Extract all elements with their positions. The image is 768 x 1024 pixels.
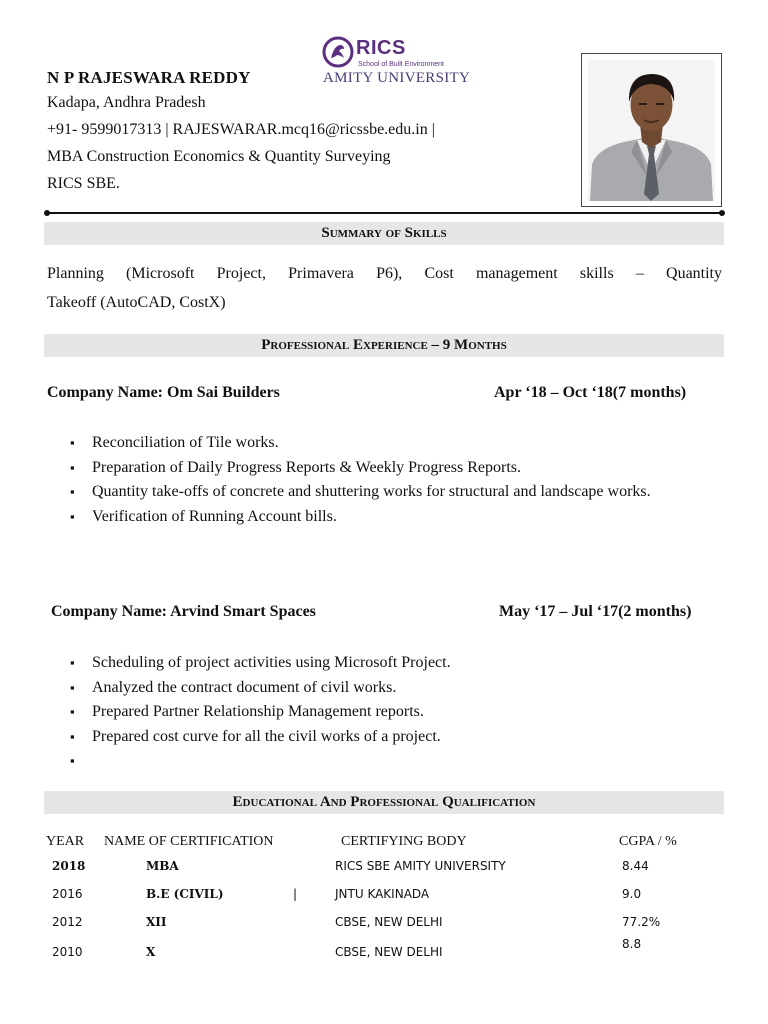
list-item: ▪ Analyzed the contract document of civil works. — [47, 676, 727, 701]
header-divider — [47, 212, 722, 214]
experience-heading: Professional Experience – 9 Months — [44, 334, 724, 357]
edu-score: 77.2% — [622, 915, 661, 929]
list-item: ▪ Prepared Partner Relationship Management reports. — [47, 700, 727, 725]
edu-score: 9.0 — [622, 887, 642, 901]
edu-body: CBSE, NEW DELHI — [335, 945, 443, 959]
edu-year: 2010 — [52, 945, 83, 959]
rule-dot-right — [719, 210, 725, 216]
logo-brand: RICS — [356, 37, 406, 59]
stray-divider: | — [293, 887, 298, 901]
portrait-image — [588, 60, 715, 201]
edu-body: RICS SBE AMITY UNIVERSITY — [335, 859, 506, 873]
job1-bullets — [47, 431, 727, 529]
list-item: ▪ Prepared cost curve for all the civil works of a project. — [47, 725, 727, 750]
list-item: ▪ Preparation of Daily Progress Reports & Weekly Progress Reports. — [47, 456, 727, 481]
col-score: CGPA / % — [619, 834, 677, 849]
location: Kadapa, Andhra Pradesh — [47, 94, 206, 111]
edu-cert: XII — [146, 915, 167, 929]
skills-text-line2: Takeoff (AutoCAD, CostX) — [47, 294, 226, 311]
contact-line: +91- 9599017313 | RAJESWARAR.mcq16@ricssbe.edu.in | — [47, 121, 435, 138]
job2-bullets — [47, 651, 727, 749]
edu-score: 8.44 — [622, 859, 649, 873]
skills-text — [47, 259, 722, 317]
edu-cert: B.E (CIVIL) — [146, 887, 224, 901]
list-item: ▪ Scheduling of project activities using Microsoft Project. — [47, 651, 727, 676]
col-certification: NAME OF CERTIFICATION — [104, 834, 274, 849]
program: MBA Construction Economics & Quantity Surveying — [47, 148, 391, 165]
edu-cert: X — [146, 945, 156, 959]
list-item: ▪ Reconciliation of Tile works. — [47, 431, 727, 456]
list-item: ▪ Quantity take-offs of concrete and shuttering works for structural and landscape works. — [47, 480, 727, 505]
job1-company: Company Name: Om Sai Builders — [47, 384, 280, 401]
edu-body: CBSE, NEW DELHI — [335, 915, 443, 929]
logo-tagline: School of Built Environment — [358, 61, 444, 68]
job2-dates: May ‘17 – Jul ‘17(2 months) — [499, 603, 692, 620]
school: RICS SBE. — [47, 175, 120, 192]
profile-photo — [581, 53, 722, 207]
skills-text-line1: Planning (Microsoft Project, Primavera P6), Cost management skills – Quantity — [47, 265, 722, 282]
edu-body: JNTU KAKINADA — [335, 887, 430, 901]
job2-company: Company Name: Arvind Smart Spaces — [51, 603, 316, 620]
candidate-name: N P RAJESWARA REDDY — [47, 68, 251, 87]
edu-year: 2012 — [52, 915, 83, 929]
logo-university: AMITY UNIVERSITY — [323, 70, 471, 86]
col-year: YEAR — [46, 834, 85, 849]
col-body: CERTIFYING BODY — [341, 834, 467, 849]
edu-score: 8.8 — [622, 937, 642, 951]
rics-amity-logo — [322, 36, 471, 88]
job1-dates: Apr ‘18 – Oct ‘18(7 months) — [494, 384, 687, 401]
list-item: ▪ Verification of Running Account bills. — [47, 505, 727, 530]
skills-heading: Summary of Skills — [44, 222, 724, 245]
education-heading: Educational And Professional Qualification — [44, 791, 724, 814]
edu-cert: MBA — [146, 859, 179, 873]
edu-year: 2016 — [52, 887, 83, 901]
rics-emblem-icon — [322, 36, 354, 68]
edu-year: 2018 — [52, 859, 86, 873]
